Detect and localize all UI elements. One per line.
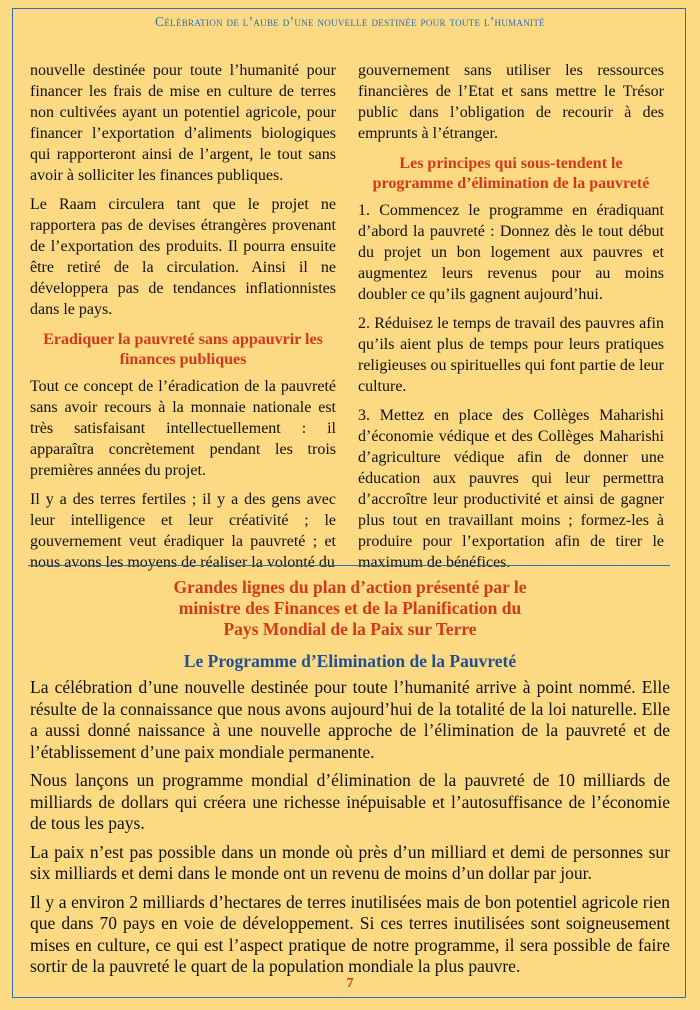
- paragraph: La célébration d’une nouvelle destinée pour toute l’humanité arrive à point nommé. Elle résulte de la connaissance que nous avons aujourd’hui de la totalité de la loi naturelle. Elle a aussi donné naissance à une nouvelle approche de l’élimination de la pauvreté et de l’établissement d’une paix mondiale permanente.: [30, 677, 670, 762]
- paragraph: Il y a des terres fertiles ; il y a des gens avec leur intelligence et leur créativité ; le gouvernement veut éradiquer la pauvreté ; et nous avons les moyens de réaliser la volonté du: [30, 491, 336, 571]
- paragraph: Tout ce concept de l’éradication de la pauvreté sans avoir recours à la monnaie nationale est très satisfaisant intellectuellement : il apparaîtra concrètement pendant les trois premières années du projet.: [30, 378, 336, 479]
- left-column: [30, 60, 336, 581]
- section-heading: Les principes qui sous-tendent le programme d’élimination de la pauvreté: [372, 155, 650, 192]
- paragraph: nouvelle destinée pour toute l’humanité pour financer les frais de mise en culture de terres non cultivées ayant un potentiel agricole, pour financer l’exportation d’aliments biologiques qui rapporteront ainsi de l’argent, le tout sans avoir à solliciter les finances publiques.: [30, 62, 336, 184]
- list-item: 1. Commencez le programme en éradiquant d’abord la pauvreté : Donnez dès le tout début du projet un bon logement aux pauvres et augmentez leurs revenus pour au moins doubler ce qu’ils gagnent aujourd’hui.: [358, 202, 664, 303]
- page-number: 7: [346, 976, 354, 991]
- paragraph: gouvernement sans utiliser les ressources financières de l’Etat et sans mettre le Trésor public dans l’obligation de recourir à des emprunts à l’étranger.: [358, 62, 664, 142]
- main-title-line: ministre des Finances et de la Planification du: [178, 598, 522, 618]
- main-title-line: Grandes lignes du plan d’action présenté par le: [173, 577, 527, 597]
- section-heading: Eradiquer la pauvreté sans appauvrir les finances publiques: [43, 331, 323, 368]
- main-title: [90, 577, 610, 640]
- list-item: 2. Réduisez le temps de travail des pauvres afin qu’ils aient plus de temps pour leurs pratiques religieuses ou spirituelles qui font partie de leur culture.: [358, 315, 664, 395]
- paragraph: Il y a environ 2 milliards d’hectares de terres inutilisées mais de bon potentiel agricole rien que dans 70 pays en voie de développement. Si ces terres inutilisées sont soigneusement mises en culture, ce qui est l’aspect pratique de notre programme, il sera possible de faire sortir de la pauvreté le quart de la population mondiale la plus pauvre.: [30, 891, 670, 976]
- paragraph: Nous lançons un programme mondial d’élimination de la pauvreté de 10 milliards de milliards de dollars qui créera une richesse inépuisable et l’autosuffisance de l’économie de tous les pays.: [30, 770, 670, 833]
- running-header: Célébration de l’aube d’une nouvelle destinée pour toute l’humanité: [155, 14, 545, 29]
- divider: [28, 565, 670, 566]
- body-text: [30, 677, 670, 985]
- right-column: [358, 60, 664, 581]
- main-title-line: Pays Mondial de la Paix sur Terre: [223, 619, 477, 639]
- paragraph: Le Raam circulera tant que le projet ne rapportera pas de devises étrangères provenant de l’exportation des produits. Il pourra ensuite être retiré de la circulation. Ainsi il ne développera pas de tendances inflationnistes dans le pays.: [30, 196, 336, 318]
- list-item: 3. Mettez en place des Collèges Maharishi d’économie védique et des Collèges Maharishi d’agriculture védique afin de donner une éducation aux pauvres qui leur permettra d’accroître leur productivité et ainsi de gagner plus tout en travaillant moins ; formez-les à produire pour l’exportation afin de tirer le maximum de bénéfices.: [358, 407, 664, 571]
- paragraph: La paix n’est pas possible dans un monde où près d’un milliard et demi de personnes sur six milliards et demi dans le monde ont un revenu de moins d’un dollar par jour.: [30, 841, 670, 883]
- sub-title: Le Programme d’Elimination de la Pauvreté: [183, 651, 517, 671]
